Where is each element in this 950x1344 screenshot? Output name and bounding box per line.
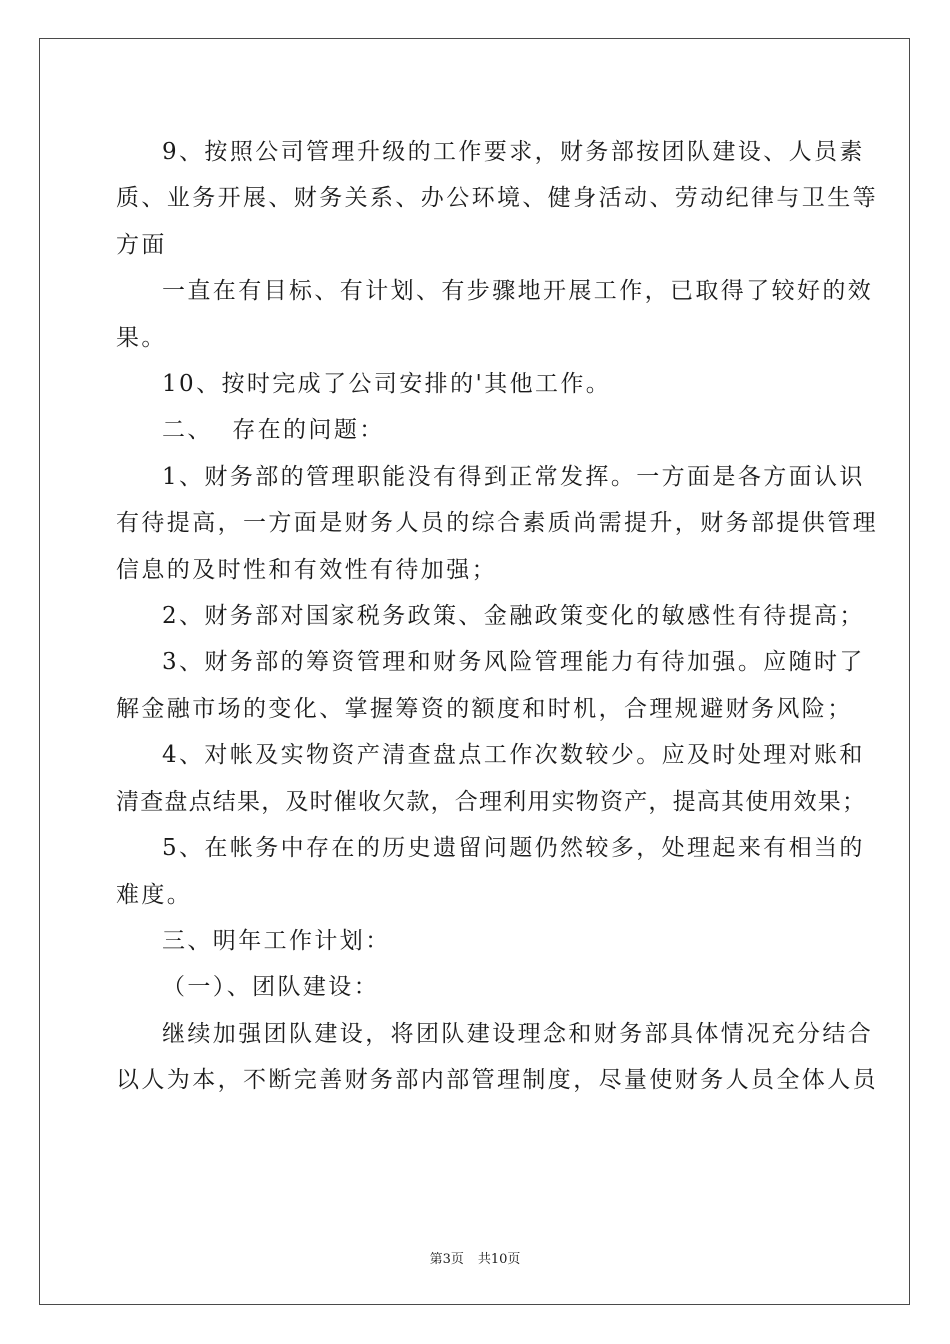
text-line: 9、按照公司管理升级的工作要求，财务部按团队建设、人员素 [162,139,865,165]
text-line: 解金融市场的变化、掌握筹资的额度和时机，合理规避财务风险； [116,695,853,722]
text-line: 有待提高，一方面是财务人员的综合素质尚需提升，财务部提供管理 [116,510,878,537]
text-line: 质、业务开展、财务关系、办公环境、健身活动、劳动纪律与卫生等 [116,185,878,212]
section-heading: 三、明年工作计划： [162,927,391,954]
page-footer [0,1248,950,1267]
text-line: 难度。 [116,881,193,908]
text-line: 果。 [116,324,167,351]
text-line: 以人为本，不断完善财务部内部管理制度，尽量使财务人员全体人员 [116,1067,878,1094]
page-number: 第3页 [429,1252,464,1267]
text-line: 2、财务部对国家税务政策、金融政策变化的敏感性有待提高； [162,603,865,630]
page-total: 共10页 [477,1252,521,1267]
text-line: 10、按时完成了公司安排的'其他工作。 [162,371,612,398]
text-line: 信息的及时性和有效性有待加强； [116,556,497,583]
text-line: 清查盘点结果，及时催收欠款，合理利用实物资产，提高其使用效果； [116,788,867,815]
document-body [116,129,878,1104]
text-line: 一直在有目标、有计划、有步骤地开展工作，已取得了较好的效 [162,278,874,305]
subsection-heading: （一）、团队建设： [162,974,380,1001]
text-line: 3、财务部的筹资管理和财务风险管理能力有待加强。应随时了 [162,649,865,676]
section-heading: 二、 存在的问题： [162,417,385,444]
text-line: 1、财务部的管理职能没有得到正常发挥。一方面是各方面认识 [162,463,865,490]
text-line: 5、在帐务中存在的历史遗留问题仍然较多，处理起来有相当的 [162,835,865,862]
text-line: 4、对帐及实物资产清查盘点工作次数较少。应及时处理对账和 [162,742,865,769]
text-line: 方面 [116,231,167,258]
text-line: 继续加强团队建设，将团队建设理念和财务部具体情况充分结合 [162,1020,874,1047]
